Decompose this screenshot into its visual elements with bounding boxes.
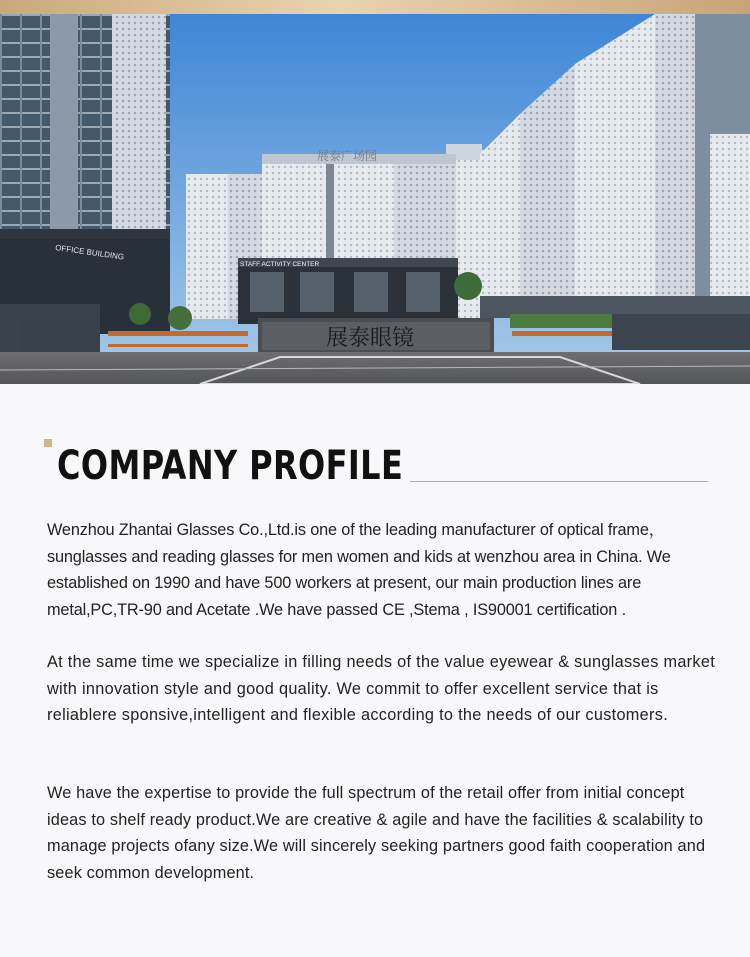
company-profile-section <box>0 384 750 957</box>
office-building-sign: OFFICE BUILDING <box>54 243 125 262</box>
office-building-left <box>0 14 170 354</box>
paragraph-expertise: We have the expertise to provide the full spectrum of the retail offer from initial concept ideas to shelf ready product.We are creative & agile and have the facilities & scalability to manage projects ofany size.We will sincerely seeking partners good faith cooperation and seek common development. <box>47 784 706 882</box>
title-marker <box>44 439 52 447</box>
paragraph-specialization: At the same time we specialize in filling needs of the value eyewear & sunglasses market with innovation style and good quality. We commit to offer excellent service that is reliablere sponsive,intelligent and flexible according to the needs of our customers. <box>47 653 716 724</box>
section-title: COMPANY PROFILE <box>57 443 404 489</box>
title-rule <box>410 481 708 482</box>
top-gold-bar <box>0 0 750 14</box>
company-building-photo <box>0 14 750 384</box>
building-top-sign: 展泰广场园 <box>317 149 378 163</box>
staff-center-sign: STAFF ACTIVITY CENTER <box>240 261 320 268</box>
gate-sign: 展泰眼镜 <box>326 326 415 351</box>
paragraph-intro: Wenzhou Zhantai Glasses Co.,Ltd.is one of the leading manufacturer of optical frame，sunglasses and reading glasses for men women and kids at wenzhou area in China. We established on 1990 and have 500 workers at present, our main production lines are metal,PC,TR-90 and Acetate .We have passed CE ,Stema , IS90001 certification . <box>47 521 671 619</box>
